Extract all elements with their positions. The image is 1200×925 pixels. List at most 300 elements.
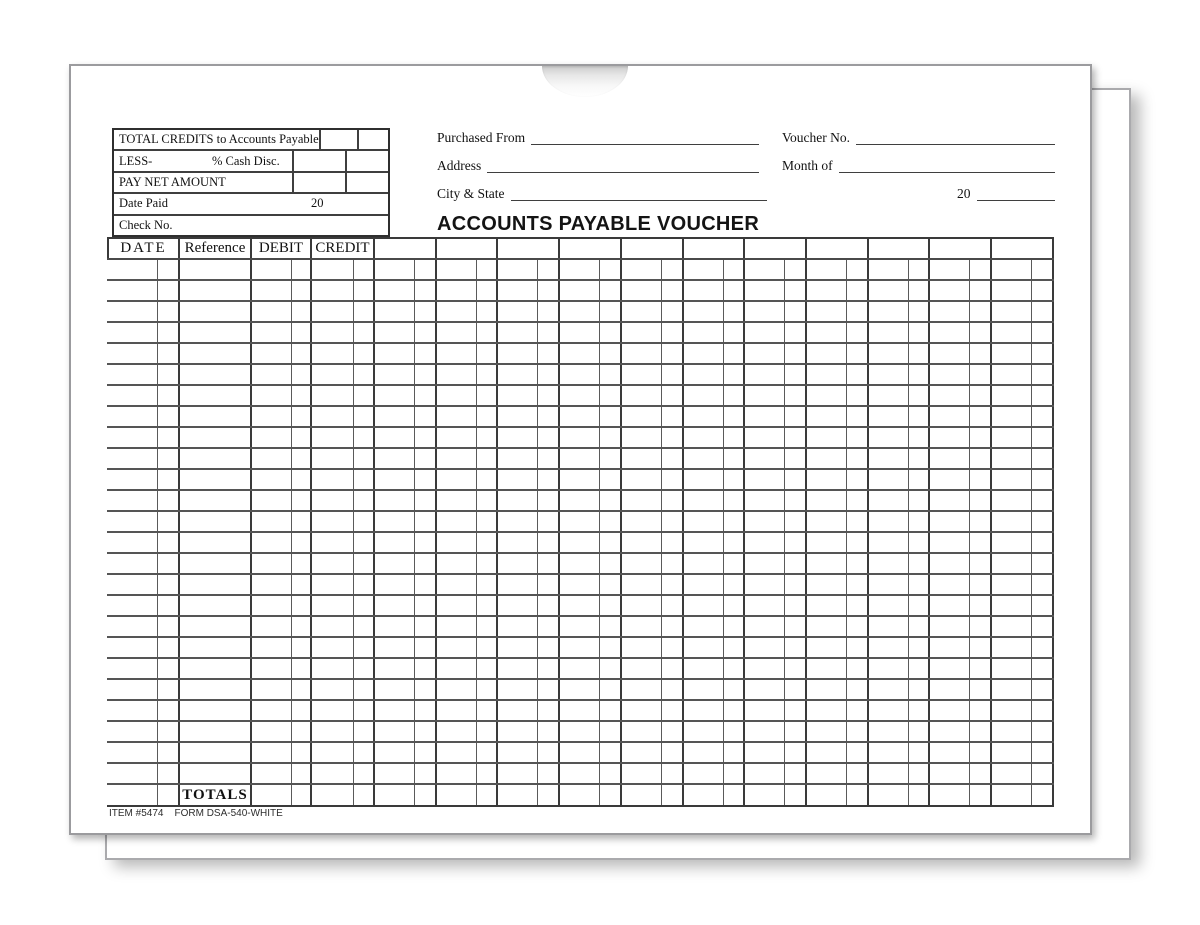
ledger-cell [909, 680, 931, 699]
ledger-cell [312, 764, 354, 783]
voucher-no-line [856, 144, 1055, 145]
ledger-cell [745, 386, 785, 405]
ledger-cell [785, 344, 807, 363]
ledger-cell [1032, 722, 1054, 741]
ledger-cell [930, 512, 970, 531]
ledger-cell [538, 512, 560, 531]
ledger-cell [869, 449, 909, 468]
ledger-cell [869, 764, 909, 783]
ledger-row [107, 260, 1054, 281]
ledger-cell [560, 281, 600, 300]
ledger-cell [909, 386, 931, 405]
ledger-cell [312, 722, 354, 741]
ledger-cell [415, 365, 437, 384]
ledger-cell [354, 785, 375, 805]
column-header-debit: DEBIT [252, 239, 312, 258]
ledger-cell [622, 302, 662, 321]
ledger-cell [375, 659, 415, 678]
footer-note [109, 808, 283, 819]
ledger-cell [158, 638, 180, 657]
ledger-cell [970, 785, 992, 805]
ledger-cell [992, 407, 1032, 426]
ledger-cell [869, 281, 909, 300]
ledger-row [107, 743, 1054, 764]
ledger-cell [354, 533, 375, 552]
ledger-cell [498, 596, 538, 615]
ledger-cell [292, 407, 312, 426]
ledger-cell [312, 365, 354, 384]
ledger-cell [622, 659, 662, 678]
ledger-cell [158, 365, 180, 384]
ledger-cell [847, 407, 869, 426]
ledger-table [107, 237, 1054, 807]
ledger-cell [684, 722, 724, 741]
ledger-cell [538, 617, 560, 636]
ledger-cell [375, 344, 415, 363]
ledger-cell [252, 785, 292, 805]
ledger-cell [869, 491, 909, 510]
address-line [487, 172, 759, 173]
ledger-cell [785, 365, 807, 384]
ledger-cell [785, 701, 807, 720]
ledger-cell [252, 449, 292, 468]
ledger-cell [970, 575, 992, 594]
ledger-cell [560, 323, 600, 342]
ledger-cell [662, 344, 684, 363]
ledger-cell [662, 323, 684, 342]
ledger-cell [807, 491, 847, 510]
ledger-cell [354, 302, 375, 321]
ledger-cell [909, 428, 931, 447]
ledger-cell [538, 491, 560, 510]
summary-row-total-credits [114, 130, 388, 151]
ledger-cell [354, 701, 375, 720]
ledger-cell [107, 449, 158, 468]
ledger-cell [909, 407, 931, 426]
totals-label: TOTALS [180, 785, 252, 805]
ledger-cell [415, 617, 437, 636]
ledger-cell [312, 554, 354, 573]
ledger-cell [158, 323, 180, 342]
ledger-cell [437, 470, 477, 489]
ledger-cell [807, 659, 847, 678]
ledger-cell [745, 470, 785, 489]
ledger-cell [560, 617, 600, 636]
ledger-cell [930, 596, 970, 615]
ledger-cell [807, 701, 847, 720]
ledger-cell [909, 323, 931, 342]
ledger-cell [538, 428, 560, 447]
ledger-cell [1032, 512, 1054, 531]
ledger-cell [560, 743, 600, 762]
ledger-cell [622, 365, 662, 384]
ledger-cell [437, 449, 477, 468]
ledger-cell [745, 491, 785, 510]
ledger-cell [477, 260, 499, 279]
ledger-cell [909, 659, 931, 678]
ledger-cell [1032, 533, 1054, 552]
ledger-cell [869, 533, 909, 552]
ledger-cell [724, 680, 746, 699]
ledger-row [107, 386, 1054, 407]
ledger-cell [662, 449, 684, 468]
ledger-cell [560, 449, 600, 468]
ledger-cell [375, 323, 415, 342]
ledger-cell [252, 428, 292, 447]
column-header-blank [992, 239, 1054, 258]
ledger-cell [909, 470, 931, 489]
total-credits-cents-cell [357, 130, 388, 149]
ledger-cell [354, 260, 375, 279]
ledger-cell [107, 260, 158, 279]
pay-net-label: PAY NET AMOUNT [119, 175, 226, 190]
ledger-cell [785, 260, 807, 279]
ledger-cell [354, 722, 375, 741]
ledger-cell [354, 512, 375, 531]
ledger-cell [354, 407, 375, 426]
ledger-cell [158, 575, 180, 594]
column-header-blank [745, 239, 807, 258]
ledger-cell [180, 365, 252, 384]
ledger-cell [662, 281, 684, 300]
ledger-cell [807, 449, 847, 468]
ledger-cell [498, 281, 538, 300]
ledger-cell [785, 386, 807, 405]
ledger-cell [992, 638, 1032, 657]
ledger-cell [538, 575, 560, 594]
less-amount-cell [292, 151, 345, 170]
ledger-cell [107, 722, 158, 741]
ledger-cell [785, 491, 807, 510]
ledger-cell [312, 470, 354, 489]
ledger-cell [909, 701, 931, 720]
ledger-cell [662, 512, 684, 531]
ledger-cell [847, 617, 869, 636]
ledger-cell [312, 617, 354, 636]
total-credits-amount-cell [319, 130, 357, 149]
pay-net-cents-cell [345, 173, 388, 192]
ledger-cell [498, 470, 538, 489]
ledger-cell [312, 491, 354, 510]
ledger-cell [684, 680, 724, 699]
ledger-cell [1032, 407, 1054, 426]
ledger-cell [292, 323, 312, 342]
ledger-cell [909, 617, 931, 636]
address-label: Address [437, 158, 482, 173]
ledger-row [107, 554, 1054, 575]
ledger-cell [847, 638, 869, 657]
ledger-cell [807, 386, 847, 405]
ledger-cell [498, 344, 538, 363]
ledger-cell [745, 323, 785, 342]
summary-row-check-no [114, 216, 388, 235]
ledger-cell [107, 701, 158, 720]
ledger-cell [437, 323, 477, 342]
form-page [69, 64, 1092, 835]
ledger-cell [622, 575, 662, 594]
ledger-cell [292, 764, 312, 783]
city-state-label: City & State [437, 186, 505, 201]
voucher-no-field [782, 127, 1055, 145]
ledger-cell [158, 302, 180, 321]
ledger-cell [437, 617, 477, 636]
ledger-cell [807, 785, 847, 805]
ledger-cell [970, 344, 992, 363]
ledger-cell [992, 596, 1032, 615]
ledger-cell [970, 554, 992, 573]
ledger-cell [312, 260, 354, 279]
ledger-cell [477, 344, 499, 363]
ledger-cell [107, 533, 158, 552]
ledger-cell [312, 533, 354, 552]
ledger-cell [930, 449, 970, 468]
ledger-cell [354, 596, 375, 615]
ledger-cell [354, 617, 375, 636]
ledger-cell [724, 260, 746, 279]
ledger-cell [847, 428, 869, 447]
ledger-cell [437, 764, 477, 783]
ledger-cell [622, 470, 662, 489]
ledger-cell [292, 344, 312, 363]
ledger-cell [477, 428, 499, 447]
ledger-cell [662, 428, 684, 447]
ledger-cell [847, 512, 869, 531]
ledger-cell [745, 533, 785, 552]
ledger-cell [622, 554, 662, 573]
date-paid-year-prefix: 20 [311, 196, 324, 211]
ledger-cell [375, 533, 415, 552]
ledger-cell [158, 449, 180, 468]
ledger-cell [354, 554, 375, 573]
ledger-cell [437, 701, 477, 720]
ledger-cell [292, 638, 312, 657]
ledger-cell [992, 743, 1032, 762]
ledger-cell [724, 596, 746, 615]
ledger-cell [292, 302, 312, 321]
ledger-cell [415, 596, 437, 615]
totals-row [107, 785, 1054, 807]
ledger-cell [1032, 743, 1054, 762]
ledger-cell [252, 554, 292, 573]
ledger-cell [847, 722, 869, 741]
ledger-row [107, 470, 1054, 491]
ledger-cell [498, 743, 538, 762]
date-paid-label: Date Paid 20 [119, 196, 324, 211]
ledger-cell [560, 302, 600, 321]
ledger-cell [807, 680, 847, 699]
ledger-cell [930, 260, 970, 279]
ledger-cell [847, 680, 869, 699]
ledger-cell [684, 344, 724, 363]
ledger-cell [312, 596, 354, 615]
ledger-cell [622, 743, 662, 762]
ledger-cell [437, 596, 477, 615]
column-header-blank [869, 239, 931, 258]
ledger-row [107, 596, 1054, 617]
ledger-row [107, 764, 1054, 785]
ledger-cell [437, 512, 477, 531]
ledger-cell [930, 659, 970, 678]
ledger-cell [992, 428, 1032, 447]
ledger-cell [847, 386, 869, 405]
ledger-cell [375, 386, 415, 405]
ledger-row [107, 428, 1054, 449]
column-header-blank [437, 239, 499, 258]
ledger-row [107, 491, 1054, 512]
ledger-cell [312, 281, 354, 300]
ledger-cell [158, 281, 180, 300]
ledger-cell [312, 659, 354, 678]
ledger-cell [180, 491, 252, 510]
ledger-cell [724, 281, 746, 300]
ledger-cell [354, 365, 375, 384]
ledger-cell [415, 428, 437, 447]
ledger-cell [252, 533, 292, 552]
ledger-cell [785, 428, 807, 447]
ledger-cell [992, 701, 1032, 720]
ledger-cell [970, 449, 992, 468]
ledger-cell [180, 407, 252, 426]
ledger-cell [847, 281, 869, 300]
ledger-cell [312, 638, 354, 657]
ledger-cell [375, 302, 415, 321]
ledger-cell [158, 701, 180, 720]
column-header-blank [684, 239, 746, 258]
ledger-cell [909, 554, 931, 573]
ledger-cell [252, 302, 292, 321]
ledger-cell [415, 386, 437, 405]
ledger-cell [292, 743, 312, 762]
ledger-cell [724, 302, 746, 321]
ledger-cell [437, 428, 477, 447]
ledger-cell [992, 491, 1032, 510]
check-no-label: Check No. [119, 217, 173, 232]
ledger-cell [600, 365, 622, 384]
ledger-row [107, 722, 1054, 743]
ledger-cell [662, 575, 684, 594]
ledger-cell [158, 344, 180, 363]
ledger-cell [498, 554, 538, 573]
ledger-row [107, 512, 1054, 533]
ledger-cell [375, 281, 415, 300]
ledger-cell [745, 407, 785, 426]
ledger-cell [1032, 323, 1054, 342]
footer-item-number: ITEM #5474 [109, 808, 164, 819]
ledger-cell [180, 722, 252, 741]
ledger-cell [252, 512, 292, 531]
ledger-cell [600, 260, 622, 279]
ledger-cell [1032, 344, 1054, 363]
less-cents-cell [345, 151, 388, 170]
ledger-cell [622, 428, 662, 447]
ledger-cell [415, 407, 437, 426]
ledger-cell [560, 785, 600, 805]
ledger-cell [107, 743, 158, 762]
ledger-cell [970, 638, 992, 657]
ledger-cell [807, 302, 847, 321]
summary-row-date-paid [114, 194, 388, 215]
ledger-cell [847, 743, 869, 762]
ledger-cell [807, 344, 847, 363]
ledger-cell [252, 260, 292, 279]
ledger-cell [560, 533, 600, 552]
ledger-cell [992, 281, 1032, 300]
ledger-cell [107, 680, 158, 699]
ledger-cell [724, 365, 746, 384]
ledger-cell [252, 659, 292, 678]
purchased-from-label: Purchased From [437, 130, 526, 145]
ledger-cell [930, 323, 970, 342]
ledger-cell [415, 764, 437, 783]
ledger-cell [437, 302, 477, 321]
ledger-cell [662, 638, 684, 657]
ledger-row [107, 281, 1054, 302]
ledger-cell [970, 386, 992, 405]
ledger-cell [785, 407, 807, 426]
ledger-cell [437, 680, 477, 699]
ledger-cell [684, 659, 724, 678]
ledger-cell [807, 323, 847, 342]
ledger-cell [158, 785, 180, 805]
ledger-cell [662, 785, 684, 805]
ledger-cell [992, 470, 1032, 489]
ledger-cell [785, 680, 807, 699]
ledger-cell [158, 491, 180, 510]
ledger-cell [745, 785, 785, 805]
ledger-cell [312, 386, 354, 405]
cash-disc-label: % Cash Disc. [212, 153, 280, 168]
ledger-cell [312, 575, 354, 594]
ledger-cell [662, 491, 684, 510]
ledger-cell [252, 743, 292, 762]
ledger-cell [745, 554, 785, 573]
ledger-cell [807, 512, 847, 531]
ledger-cell [724, 344, 746, 363]
ledger-cell [107, 386, 158, 405]
ledger-cell [930, 491, 970, 510]
ledger-cell [970, 617, 992, 636]
ledger-cell [538, 680, 560, 699]
ledger-cell [560, 365, 600, 384]
ledger-cell [600, 722, 622, 741]
ledger-cell [1032, 491, 1054, 510]
ledger-cell [930, 281, 970, 300]
column-header-blank [807, 239, 869, 258]
ledger-cell [292, 428, 312, 447]
ledger-cell [600, 743, 622, 762]
ledger-cell [847, 470, 869, 489]
ledger-cell [785, 743, 807, 762]
ledger-cell [1032, 596, 1054, 615]
ledger-row [107, 680, 1054, 701]
ledger-cell [600, 764, 622, 783]
ledger-cell [992, 554, 1032, 573]
ledger-cell [252, 491, 292, 510]
ledger-cell [560, 470, 600, 489]
ledger-cell [930, 470, 970, 489]
ledger-cell [970, 659, 992, 678]
ledger-cell [785, 764, 807, 783]
ledger-cell [807, 365, 847, 384]
ledger-cell [180, 554, 252, 573]
ledger-cell [180, 323, 252, 342]
ledger-cell [622, 701, 662, 720]
ledger-cell [252, 638, 292, 657]
ledger-cell [600, 281, 622, 300]
ledger-cell [477, 365, 499, 384]
ledger-cell [375, 428, 415, 447]
ledger-cell [785, 533, 807, 552]
